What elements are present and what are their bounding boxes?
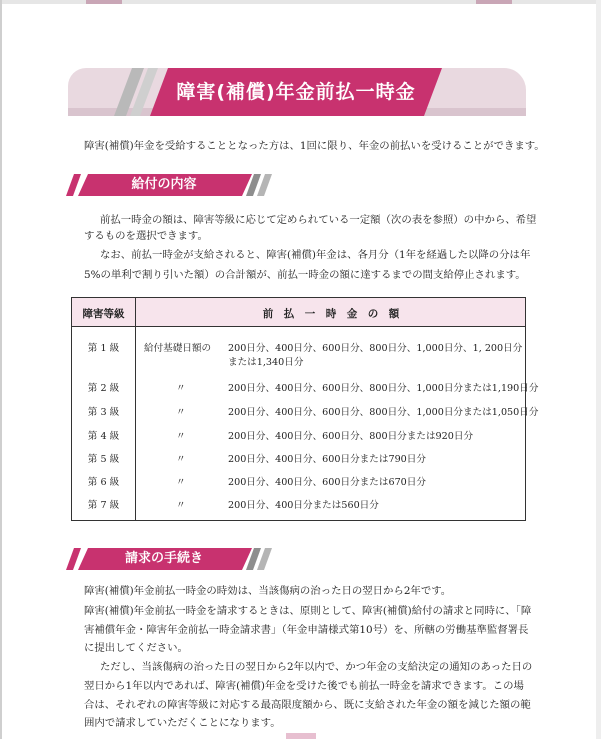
section1-line: 5%の単利で割り引いた額）の合計額が、前払一時金の額に達するまでの間支給停止されます。 — [84, 269, 526, 281]
section2-line: 障害(補償)年金前払一時金を請求するときは、原則として、障害(補償)給付の請求と同時に、「障 — [84, 605, 532, 617]
table-row-grade: 第 6 級 — [87, 477, 120, 488]
table-base-label: 給付基礎日額の — [144, 343, 212, 354]
bottom-tab — [286, 733, 316, 739]
section2-heading: 請求の手続き — [124, 551, 203, 566]
section1-line: するものを選択できます。 — [84, 230, 208, 242]
table-row-amount: 200日分、400日分、600日分、800日分、1,000日分、1, 200日分 — [228, 343, 523, 354]
section2-line: 合は、それぞれの障害等級に対応する最高限度額から、既に支給された年金の額を減じた額の範 — [84, 699, 531, 711]
section2-line: 翌日から1年以内であれば、障害(補償)年金を受けた後でも前払一時金を請求できます。この場 — [84, 680, 524, 692]
page-left-edge — [0, 0, 2, 739]
table-row-grade: 第 7 級 — [87, 500, 120, 511]
section2-line: ただし、当該傷病の治った日の翌日から2年以内で、かつ年金の支給決定の通知のあった日の — [100, 661, 533, 673]
top-tab-right — [476, 0, 512, 4]
section2-line: に提出してください。 — [84, 642, 188, 654]
table-ditto: 〃 — [176, 454, 186, 465]
scrollbar-track[interactable] — [596, 0, 601, 739]
table-row-grade: 第 5 級 — [87, 454, 120, 465]
section1-line: 前払一時金の額は、障害等級に応じて定められている一定額（次の表を参照）の中から、希望 — [100, 214, 537, 226]
section2-line: 囲内で請求していただくことになります。 — [84, 717, 281, 729]
table-row-amount: 200日分、400日分、600日分、800日分、1,000日分または1,050日分 — [228, 407, 539, 418]
table-ditto: 〃 — [176, 383, 186, 394]
section1-heading: 給付の内容 — [131, 177, 197, 192]
table-ditto: 〃 — [176, 407, 186, 418]
section-stripes-decoration — [244, 174, 272, 196]
table-column-divider — [135, 297, 136, 521]
table-row-amount: 200日分、400日分、600日分または790日分 — [228, 454, 426, 465]
section2-line: 障害(補償)年金前払一時金の時効は、当該傷病の治った日の翌日から2年です。 — [84, 585, 452, 597]
table-ditto: 〃 — [176, 477, 186, 488]
intro-text: 障害(補償)年金を受給することとなった方は、1回に限り、年金の前払いを受けることができます。 — [84, 140, 545, 152]
table-ditto: 〃 — [176, 431, 186, 442]
page-title: 障害(補償)年金前払一時金 — [176, 81, 416, 103]
table-header-amount: 前 払 一 時 金 の 額 — [262, 308, 400, 320]
section1-line: なお、前払一時金が支給されると、障害(補償)年金は、各月分（1年を経過した以降の分は年 — [100, 249, 531, 261]
table-row-amount: 200日分、400日分、600日分または670日分 — [228, 477, 426, 488]
table-header-grade: 障害等級 — [82, 308, 125, 320]
table-row-grade: 第 1 級 — [87, 343, 120, 354]
table-row-grade: 第 3 級 — [87, 407, 120, 418]
table-row-amount-cont: または1,340日分 — [228, 357, 304, 368]
top-tab-left — [86, 0, 122, 4]
table-row-grade: 第 2 級 — [87, 383, 120, 394]
section2-line: 害補償年金・障害年金前払一時金請求書」（年金申請様式第10号）を、所轄の労働基準監督署長 — [84, 624, 529, 636]
section-stripes-decoration — [244, 548, 272, 570]
table-row-amount: 200日分、400日分または560日分 — [228, 500, 379, 511]
table-row-amount: 200日分、400日分、600日分、800日分または920日分 — [228, 431, 474, 442]
table-ditto: 〃 — [176, 500, 186, 511]
table-row-amount: 200日分、400日分、600日分、800日分、1,000日分または1,190日分 — [228, 383, 539, 394]
table-row-grade: 第 4 級 — [87, 431, 120, 442]
